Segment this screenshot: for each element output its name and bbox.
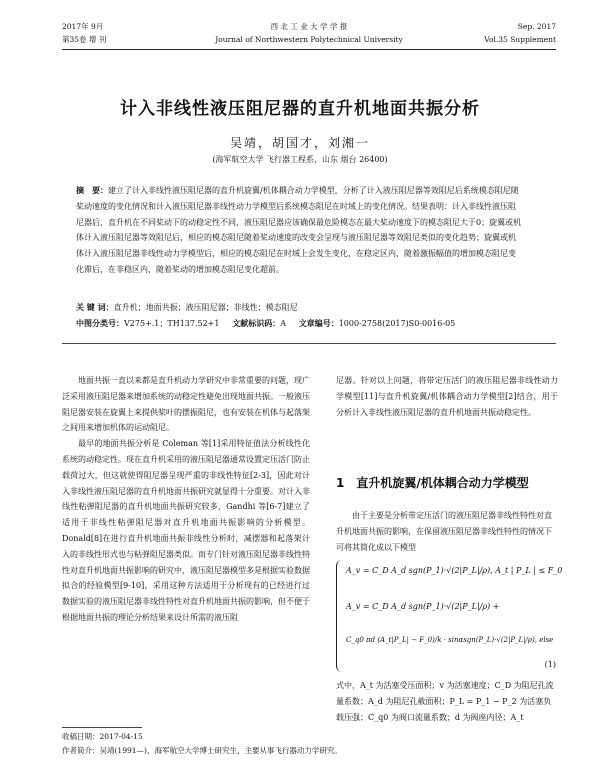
keywords	[76, 300, 522, 316]
footnote-rule	[62, 727, 142, 728]
equation-number: (1)	[544, 660, 556, 669]
article-no-value: 1000-2758(2017)S0-0016-05	[338, 318, 456, 328]
paper-title: 计入非线性液压阻尼器的直升机地面共振分析	[120, 99, 480, 119]
equation-line-1: A_v = C_D A_d sgn(P_1)·√(2|P_L|/ρ), A_t | P_L | ≤ F_0	[346, 566, 563, 575]
body-paragraph: 尼器。针对以上问题，将带定压活门的液压阻尼器非线性动力学模型[11]与直升机旋翼/机体耦合动力学模型[2]结合，用于分析计入非线性液压阻尼器的直升机地面共振动稳定性。	[336, 376, 558, 417]
keywords-block	[76, 300, 522, 331]
equation-line-2: A_v = C_D A_d sgn(P_1)·√(2|P_L|/ρ) +	[346, 602, 500, 611]
header-rule	[62, 49, 556, 50]
volume-issue: 第35卷 增 刊	[62, 35, 107, 44]
header-center	[62, 20, 556, 46]
equation-1	[336, 560, 563, 678]
footnote-author-bio: 作者简介：吴靖(1991—)，海军航空大学博士研究生，主要从事飞行器动力学研究。	[62, 746, 342, 755]
equation-line-3: C_q0 πd (A_t|P_L| − F_0)/k · sinαsgn(P_L)·√(2|P_L|/ρ), else	[346, 636, 554, 644]
abstract-label: 摘 要：	[76, 186, 108, 195]
article-no-label: 文章编号：	[298, 318, 339, 328]
clc-value: V275+.1；TH137.52+1	[124, 318, 220, 328]
footnote-received: 收稿日期：2017-04-15	[62, 732, 143, 741]
body-paragraph: 地面共振一直以来都是直升机动力学研究中非常重要的问题，现广泛采用液压阻尼器来增加系统的动稳定性避免出现地面共振。一般液压阻尼器安装在旋翼上来提供桨叶的摆振阻尼，也有安装在机体与起落架之间用来增加机体的运动阻尼。	[62, 376, 310, 433]
volume-en: Vol.35 Supplement	[484, 35, 556, 44]
issue-date: 2017年 9月	[62, 22, 104, 31]
keywords-text: 直升机；地面共振；液压阻尼器；非线性；模态阻尼	[113, 303, 298, 312]
authors: 吴靖，胡国才，刘湘一	[229, 136, 370, 150]
section-paragraph: 由于主要是分析带定压活门的液压阻尼器非线性特性对直升机地面共振的影响，在保留液压阻尼器非线性特性的情况下可将其简化成以下模型	[336, 511, 552, 552]
doc-code-label: 文献标识码：	[232, 318, 281, 328]
affiliation: (海军航空大学 飞行器工程系，山东 烟台 26400)	[212, 155, 388, 164]
body-paragraph: 最早的地面共振分析是 Coleman 等[1]采用特征值法分析线性化系统的动稳定性。现在直升机采用的液压阻尼器通常设置定压活门防止载荷过大，但这就使得阻尼器呈现严重的非线性特征[2-3]，因此对计入非线性液压阻尼器的直升机地面共振研究就显得十分重要。对计入非线性粘弹阻尼器的直升机地面共振研究较多，Gandhi 等[6-7]建立了适用于非线性粘弹阻尼器对直升机地面共振影响的分析模型。Donald[8]在进行直升机地面共振非线性分析时，减摆器和起落架计入的非线性形式也与粘弹阻尼器类似。而专门针对液压阻尼器非线性特性对直升机地面共振影响的研究中，液压阻尼器模型多是根据实验数据拟合的经验模型[9-10]，采用这种方法适用于分析现有的已经进行过数据实验的液压阻尼器非线性特性对直升机地面共振的影响，但不便于根据地面共振的理论分析结果来设计所需的液压阻	[62, 439, 310, 622]
left-column	[62, 373, 310, 626]
header-right	[484, 20, 556, 46]
keywords-label: 关 键 词：	[76, 303, 114, 312]
equation-brace	[336, 560, 343, 672]
abstract-text: 建立了计入非线性液压阻尼器的直升机旋翼/机体耦合动力学模型，分析了计入液压阻尼器等效阻尼后系统模态阻尼随桨动速度的变化情况和计入液压阻尼器非线性动力学模型后系统模态阻尼在时域上的变化情况。结果表明：计入非线性液压阻尼器后，直升机在不同桨动下的动稳定性不同，液压阻尼器应该确保最危险模态在最大桨动速度下的模态阻尼大于0；旋翼或机体计入液压阻尼器等效阻尼后，相应的模态阻尼随着桨动速度的改变会呈现与液压阻尼器等效阻尼类似的变化趋势；旋翼或机体计入液压阻尼器非线性动力学模型后，相应的模态阻尼在时域上会发生变化，在稳定区内，随着激振幅值的增加模态阻尼变化滞后，在非稳区内，随着桨动的增加模态阻尼变化超前。	[76, 186, 522, 274]
journal-name-cn: 西 北 工 业 大 学 学 报	[270, 22, 348, 31]
clc-label: 中图分类号：	[76, 318, 124, 328]
doc-code-value: A	[280, 318, 286, 328]
issue-date-en: Sep. 2017	[517, 22, 556, 31]
journal-header	[62, 20, 556, 52]
right-column-bottom: 式中，A_t 为活塞受压面积；v 为活塞速度；C_D 为阻尼孔流量系数；A_d 为阻尼孔截面积；P_L = P_1 − P_2 为活塞负载压强；C_q0 为阀口流量系数；d 为阀座内径；A_t	[336, 681, 554, 722]
abstract-separator	[62, 343, 556, 344]
classification	[76, 316, 522, 332]
abstract	[76, 183, 522, 278]
right-column-top	[336, 373, 558, 420]
journal-name-en: Journal of Northwestern Polytechnical University	[215, 35, 403, 44]
section-heading: 1 直升机旋翼/机体耦合动力学模型	[336, 476, 529, 490]
